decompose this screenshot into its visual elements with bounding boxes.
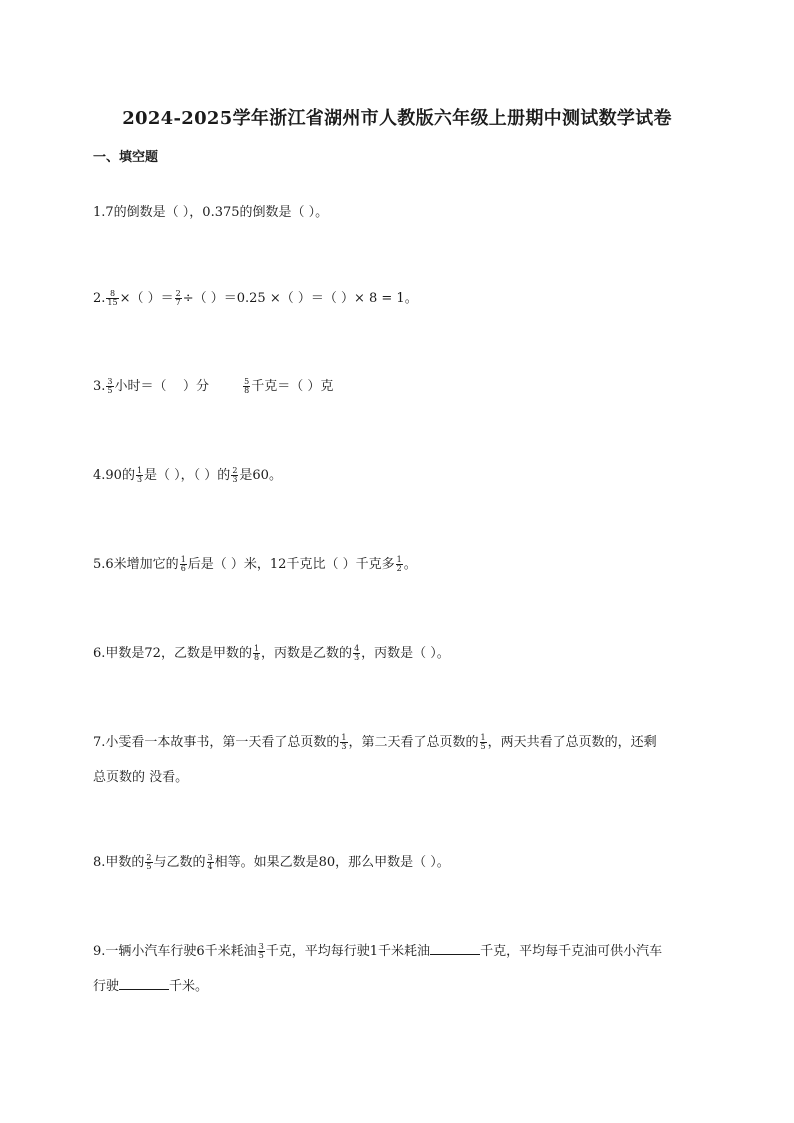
question-9-line-2-b: 千米。 [169, 979, 209, 994]
question-4 [93, 466, 282, 486]
fraction-numerator: 3 [207, 853, 213, 862]
fraction [106, 378, 113, 395]
fraction-numerator: 5 [244, 377, 250, 386]
fraction-numerator: 1 [253, 644, 260, 653]
fraction-denominator: 5 [258, 951, 264, 960]
question-7 [93, 733, 657, 753]
section-heading-fill-blank: 一、填空题 [93, 150, 159, 165]
question-9-part-a: 9.一辆小汽车行驶6千米耗油 [93, 944, 257, 959]
fraction-numerator: 3 [258, 942, 264, 951]
fraction-denominator: 5 [107, 386, 113, 395]
question-6-part-a: 6.甲数是72，乙数是甲数的 [93, 646, 252, 661]
question-7-part-a: 7.小雯看一本故事书，第一天看了总页数的 [93, 735, 340, 750]
question-5-part-c: 。 [403, 557, 417, 572]
fraction-numerator: 4 [354, 644, 360, 653]
question-1-text: 1.7的倒数是（ ），0.375的倒数是（ ）。 [93, 205, 329, 220]
fraction-numerator: 2 [146, 853, 152, 862]
fraction [175, 290, 182, 307]
question-2-part-b: ×（ ）＝ [119, 291, 174, 306]
fraction-denominator: 4 [207, 862, 213, 871]
fraction-numerator: 3 [107, 377, 113, 386]
question-8-part-b: 与乙数的 [153, 855, 206, 870]
fraction [353, 645, 360, 662]
fraction-numerator: 8 [106, 290, 118, 299]
fraction-denominator: 3 [354, 653, 360, 662]
question-5-part-a: 5.6米增加它的 [93, 557, 179, 572]
fraction-denominator: 8 [253, 653, 260, 662]
fraction [253, 645, 260, 662]
question-6-part-c: ，丙数是（ ）。 [361, 646, 450, 661]
fraction [106, 290, 118, 307]
question-7-line-2 [93, 768, 188, 788]
question-7-part-c: ，两天共看了总页数的，还剩 [487, 735, 657, 750]
fraction [258, 943, 265, 960]
fraction [340, 734, 347, 751]
question-2 [93, 289, 418, 309]
question-3-part-c: 千克＝（ ）克 [251, 379, 334, 394]
fraction-denominator: 5 [480, 742, 486, 751]
fraction [480, 734, 487, 751]
fraction [145, 854, 152, 871]
question-2-part-c: ÷（ ）＝0.25 ×（ ）＝（ ）× 8 = 1。 [182, 291, 418, 306]
fraction-denominator: 5 [146, 862, 152, 871]
question-6-part-b: ，丙数是乙数的 [261, 646, 353, 661]
question-5 [93, 555, 417, 575]
question-9-line-2 [93, 977, 208, 997]
question-3-part-b: 小时＝（ ）分 [114, 379, 243, 394]
question-4-part-b: 是（ ），（ ）的 [144, 468, 231, 483]
fraction-denominator: 3 [136, 475, 143, 484]
fraction-denominator: 7 [175, 298, 181, 307]
question-6 [93, 644, 450, 664]
fraction [243, 378, 250, 395]
question-8-part-c: 相等。如果乙数是80，那么甲数是（ ）。 [214, 855, 450, 870]
question-4-part-a: 4.90的 [93, 468, 135, 483]
fraction-denominator: 2 [396, 564, 402, 573]
question-8-part-a: 8.甲数的 [93, 855, 145, 870]
fraction-numerator: 1 [341, 733, 347, 742]
fraction-denominator: 15 [107, 298, 118, 307]
fraction-numerator: 1 [136, 466, 143, 475]
question-7-line-2-text: 总页数的 没看。 [93, 770, 189, 785]
question-7-part-b: ，第二天看了总页数的 [348, 735, 479, 750]
question-1 [93, 203, 328, 223]
answer-blank-1[interactable] [430, 942, 480, 955]
question-8 [93, 853, 450, 873]
fraction-numerator: 1 [480, 733, 486, 742]
fraction-denominator: 3 [232, 475, 238, 484]
fraction-denominator: 6 [180, 564, 186, 573]
fraction [207, 854, 214, 871]
fraction-denominator: 3 [341, 742, 347, 751]
answer-blank-2[interactable] [119, 977, 169, 990]
fraction-numerator: 2 [175, 289, 181, 298]
fraction-numerator: 2 [232, 466, 238, 475]
fraction-numerator: 1 [396, 555, 402, 564]
question-3 [93, 377, 333, 397]
question-9-part-b: 千克，平均每行驶1千米耗油 [265, 944, 431, 959]
question-9-line-2-a: 行驶 [93, 979, 120, 994]
fraction [396, 556, 403, 573]
question-4-part-c: 是60。 [239, 468, 282, 483]
fraction [231, 467, 238, 484]
question-2-part-a: 2. [93, 291, 106, 306]
fraction [180, 556, 187, 573]
question-3-part-a: 3. [93, 379, 106, 394]
fraction-denominator: 8 [244, 386, 250, 395]
question-9 [93, 942, 662, 962]
question-5-part-b: 后是（ ）米，12千克比（ ）千克多 [187, 557, 395, 572]
question-9-part-c: 千克，平均每千克油可供小汽车 [480, 944, 663, 959]
fraction [136, 467, 143, 484]
exam-title: 2024-2025学年浙江省湖州市人教版六年级上册期中测试数学试卷 [122, 108, 672, 129]
fraction-numerator: 1 [180, 555, 186, 564]
